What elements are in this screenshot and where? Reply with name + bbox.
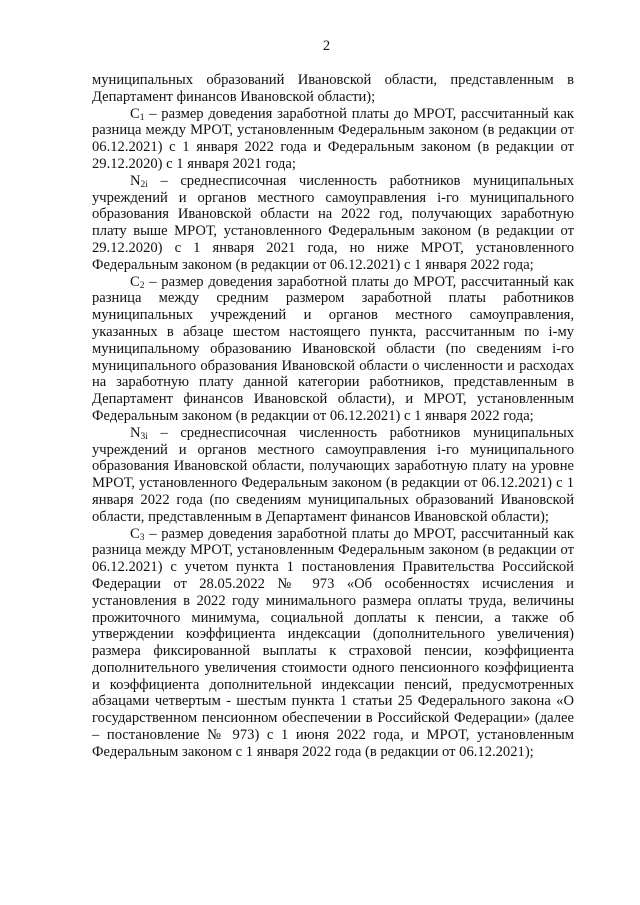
document-body bbox=[92, 72, 574, 761]
paragraph-text: C bbox=[130, 525, 140, 542]
paragraph-text: – среднесписочная численность работников муниципальных учреждений и органов местного самоуправления i-го муниципального образования Ивановской области на 2022 год, получающих заработную плату выше МРОТ, установленного Федеральным законом (в редакции от 29.12.2020) с 1 января 2021 года, но ниже МРОТ, установленного Федеральным законом (в редакции от 06.12.2021) с 1 января 2022 года; bbox=[92, 172, 574, 273]
paragraph bbox=[92, 106, 574, 173]
paragraph-text: муниципальных образований Ивановской области, представленным в Департамент финансов Ивановской области); bbox=[92, 72, 574, 105]
paragraph-text: – размер доведения заработной платы до МРОТ, рассчитанный как разница между средним размером заработной платы работников муниципальных учреждений и органов местного самоуправления, указанных в абзаце шестом настоящего пункта, рассчитанным по i-му муниципальному образованию Ивановской области (по сведениям i-го муниципального образования Ивановской области о численности и расходах на заработную плату данной категории работников, представленным в Департамент финансов Ивановской области), и МРОТ, установленным Федеральным законом (в редакции от 06.12.2021) с 1 января 2022 года; bbox=[92, 273, 574, 424]
subscript-index: 3 bbox=[139, 532, 145, 543]
paragraph bbox=[92, 72, 574, 106]
paragraph-text: – размер доведения заработной платы до МРОТ, рассчитанный как разница между МРОТ, установленным Федеральным законом (в редакции от 06.12.2021) с учетом пункта 1 постановления Правительства Российской Федерации от 28.05.2022 № 973 «Об особенностях исчисления и установления в 2022 году минимального размера оплаты труда, величины прожиточного минимума, социальной доплаты к пенсии, а также об утверждении коэффициента индексации (дополнительного увеличения) размера фиксированной выплаты к страховой пенсии, коэффициента дополнительного увеличения стоимости одного пенсионного коэффициента и коэффициента дополнительной индексации пенсий, предусмотренных абзацами четвертым - шестым пункта 1 статьи 25 Федерального закона «О государственном пенсионном обеспечении в Российской Федерации» (далее – постановление № 973) с 1 июня 2022 года, и МРОТ, установленным Федеральным законом с 1 января 2022 года (в редакции от 06.12.2021); bbox=[92, 525, 574, 760]
subscript-index: 1 bbox=[139, 112, 145, 123]
paragraph-text: – размер доведения заработной платы до МРОТ, рассчитанный как разница между МРОТ, установленным Федеральным законом (в редакции от 06.12.2021) с 1 января 2022 года и Федеральным законом (в редакции от 29.12.2020) с 1 января 2021 года; bbox=[92, 105, 574, 172]
paragraph-text: – среднесписочная численность работников муниципальных учреждений и органов местного самоуправления i-го муниципального образования Ивановской области, получающих заработную плату на уровне МРОТ, установленного Федеральным законом (в редакции от 06.12.2021) с 1 января 2022 года (по сведениям муниципальных образований Ивановской области, представленным в Департамент финансов Ивановской области); bbox=[92, 424, 574, 525]
paragraph bbox=[92, 526, 574, 761]
paragraph-text: N bbox=[130, 172, 141, 189]
page-number: 2 bbox=[322, 38, 331, 54]
paragraph-text: N bbox=[130, 424, 141, 441]
subscript-index: 2i bbox=[140, 179, 148, 190]
paragraph bbox=[92, 425, 574, 526]
paragraph-text: C bbox=[130, 105, 140, 122]
paragraph-text: C bbox=[130, 273, 140, 290]
subscript-index: 3i bbox=[140, 431, 148, 442]
paragraph bbox=[92, 274, 574, 425]
subscript-index: 2 bbox=[139, 280, 145, 291]
paragraph bbox=[92, 173, 574, 274]
